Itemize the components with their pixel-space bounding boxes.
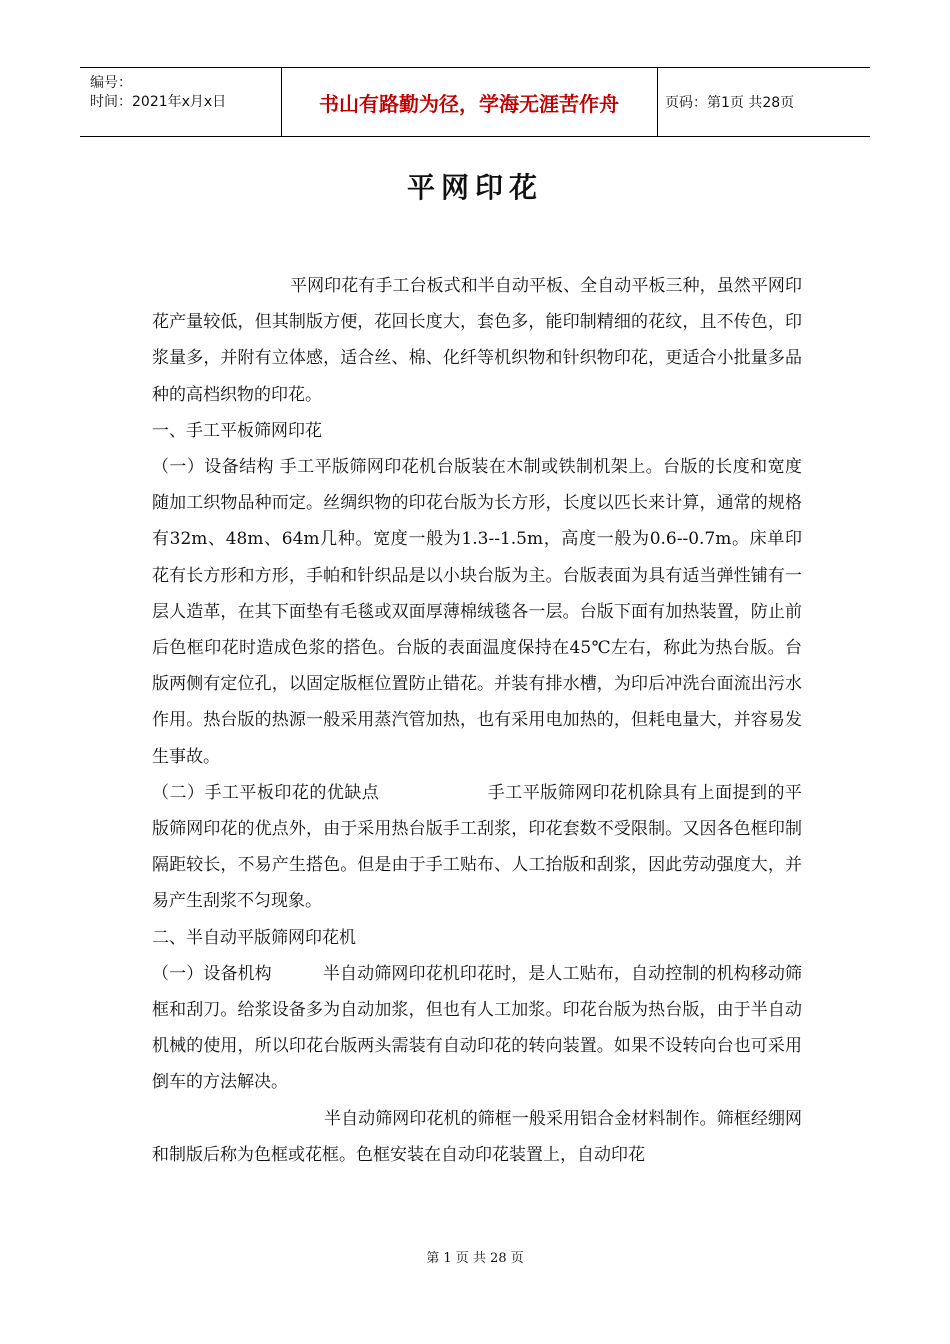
code-label: 编号： <box>90 75 132 91</box>
paragraph-equipment-structure: （一）设备结构 手工平版筛网印花机台版装在木制或铁制机架上。台版的长度和宽度随加工织物品种而定。丝绸织物的印花台版为长方形，长度以匹长来计算，通常的规格有32m、48m、64m几种。宽度一般为1.3--1.5m，高度一般为0.6--0.7m。床单印花有长方形和方形，手帕和针织品是以小块台版为主。台版表面为具有适当弹性铺有一层人造革，在其下面垫有毛毯或双面厚薄棉绒毯各一层。台版下面有加热装置，防止前后色框印花时造成色浆的搭色。台版的表面温度保持在45℃左右，称此为热台版。台版两侧有定位孔，以固定版框位置防止错花。并装有排水槽，为印后冲洗台面流出污水作用。热台版的热源一般采用蒸汽管加热，也有采用电加热的，但耗电量大，并容易发生事故。 <box>152 457 802 767</box>
paragraph-pros-cons <box>152 775 802 920</box>
section-heading-2: 二、半自动平版筛网印花机 <box>152 927 356 948</box>
mechanism-text: 半自动筛网印花机印花时，是人工贴布，自动控制的机构移动筛框和刮刀。给浆设备多为自动加浆，但也有人工加浆。印花台版为热台版，由于半自动机械的使用，所以印花台版两头需装有自动印花的转向装置。如果不设转向台也可采用倒车的方法解决。 <box>152 963 803 1093</box>
document-header <box>80 67 870 137</box>
page-footer: 第 1 页 共 28 页 <box>426 1251 524 1266</box>
paragraph-intro: 平网印花有手工台板式和半自动平板、全自动平板三种，虽然平网印花产量较低，但其制版方便，花回长度大，套色多，能印制精细的花纹，且不传色，印浆量多，并附有立体感，适合丝、棉、化纤等机织物和针织物印花，更适合小批量多品种的高档织物的印花。 <box>152 276 802 405</box>
pros-cons-lead: （二）手工平板印花的优缺点 <box>152 782 380 803</box>
header-meta <box>80 68 282 136</box>
pros-cons-text: 手工平版筛网印花机除具有上面提到的平版筛网印花的优点外，由于采用热台版手工刮浆，印花套数不受限制。又因各色框印制隔距较长，不易产生搭色。但是由于手工贴布、人工抬版和刮浆，因此劳动强度大，并易产生刮浆不匀现象。 <box>152 782 803 912</box>
header-motto: 书山有路勤为径，学海无涯苦作舟 <box>281 68 658 136</box>
paragraph-semi-auto-mechanism <box>152 956 802 1101</box>
paragraph-screen-frame: 半自动筛网印花机的筛框一般采用铝合金材料制作。筛框经绷网和制版后称为色框或花框。色框安装在自动印花装置上，自动印花 <box>152 1108 802 1165</box>
section-heading-1: 一、手工平板筛网印花 <box>152 420 322 441</box>
time-label: 时间：2021年x月x日 <box>90 94 227 110</box>
header-page-info: 页码：第1页 共28页 <box>665 95 795 111</box>
document-title: 平网印花 <box>406 171 543 204</box>
document-body <box>152 268 802 1173</box>
mechanism-lead: （一）设备机构 <box>152 963 272 984</box>
